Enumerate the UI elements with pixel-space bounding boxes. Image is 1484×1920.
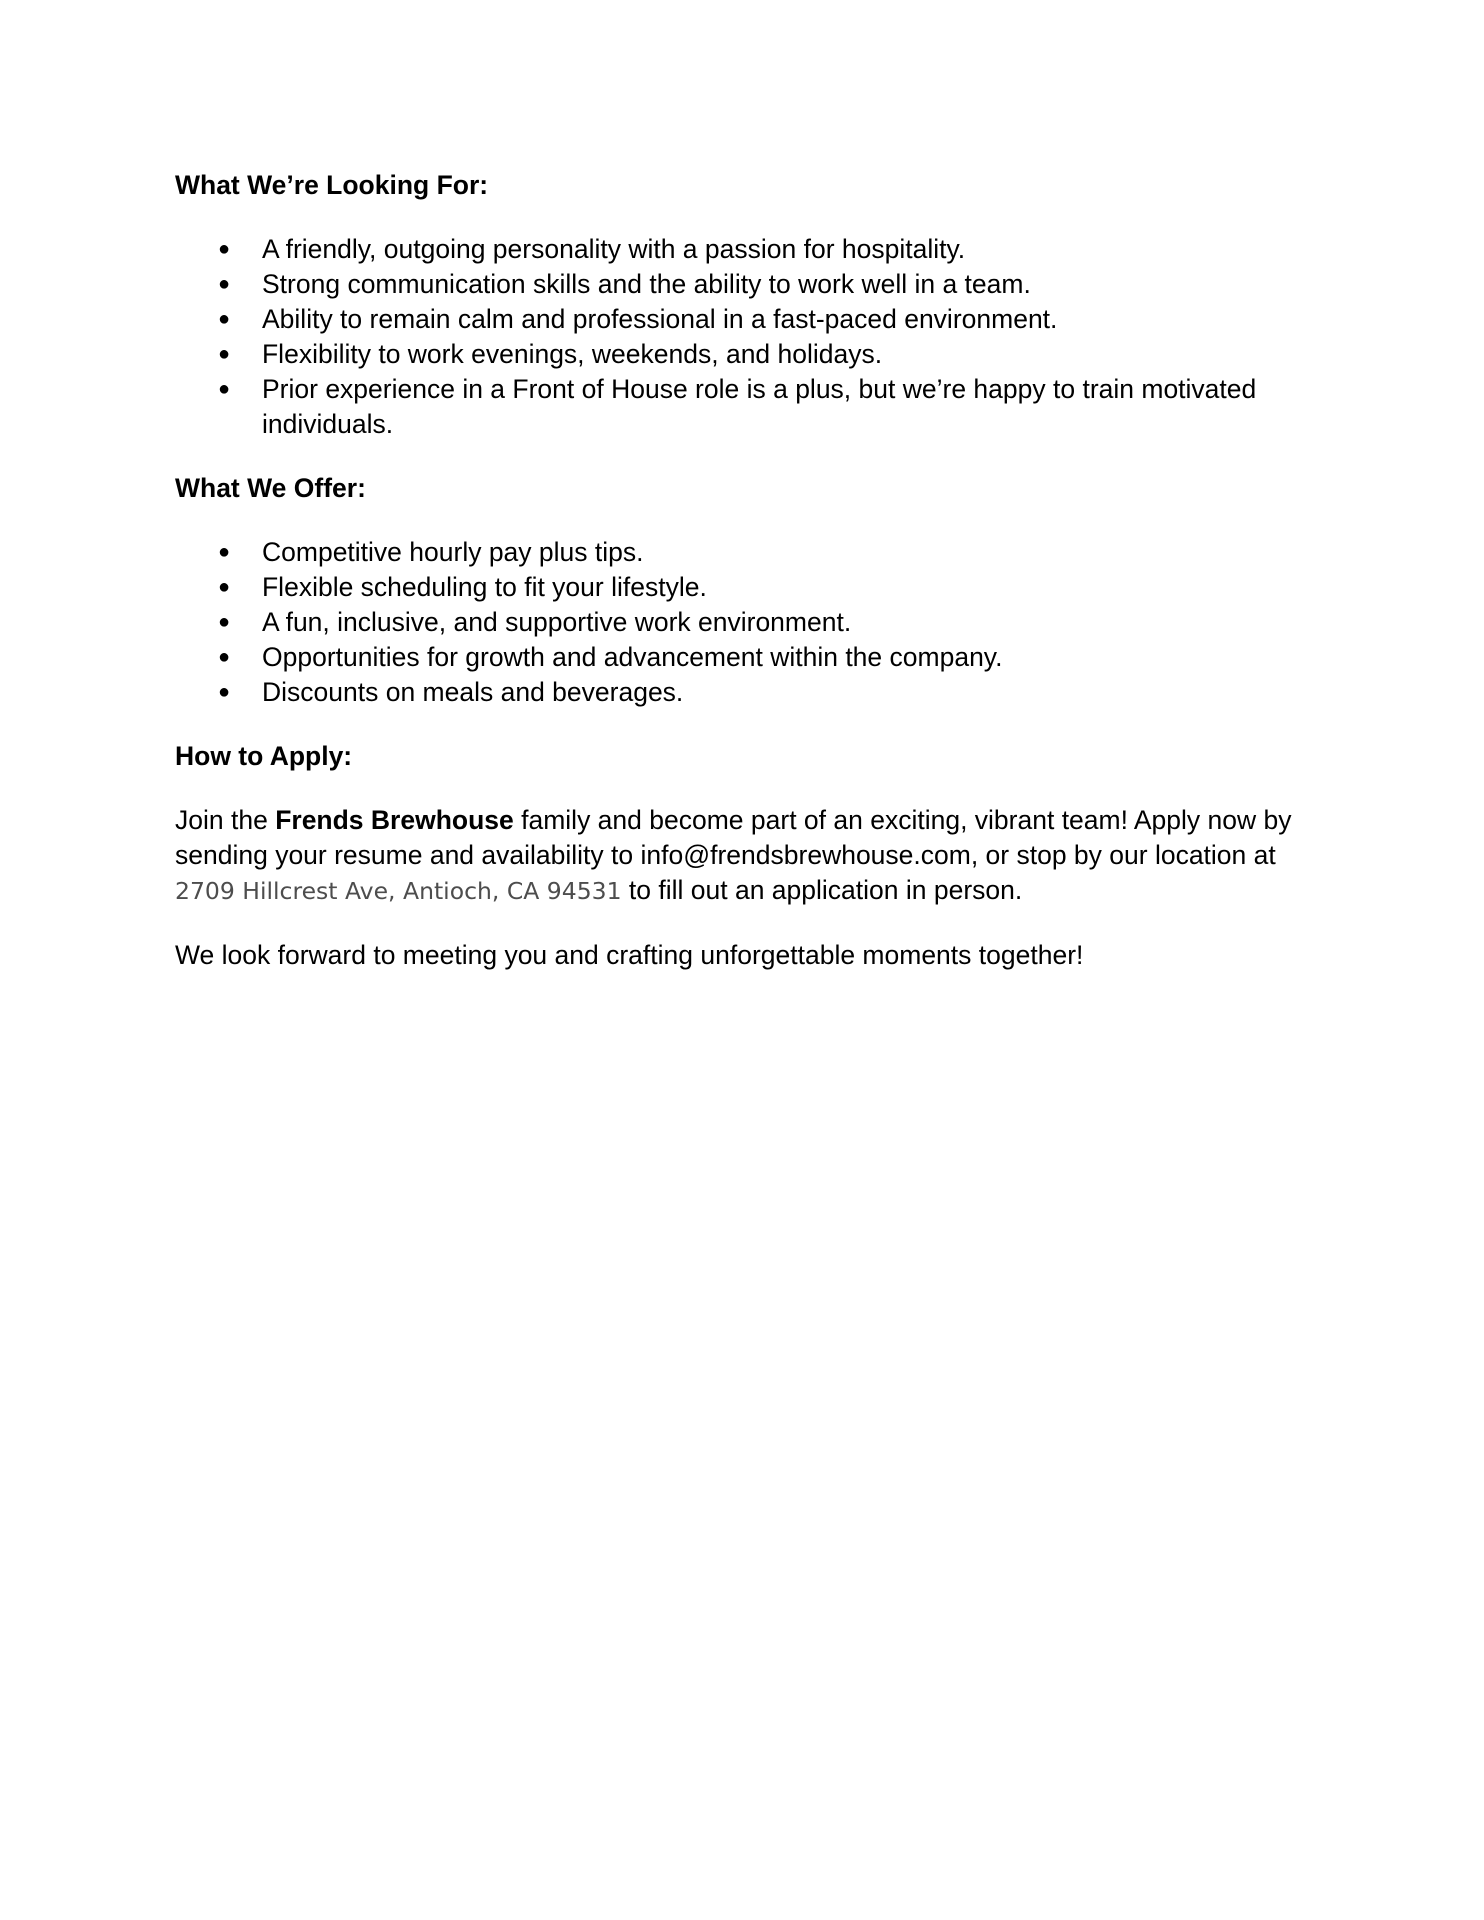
list-item: ● Strong communication skills and the ability to work well in a team. — [175, 267, 1325, 302]
bullet-icon: ● — [218, 238, 231, 260]
bullet-icon: ● — [218, 646, 231, 668]
looking-for-list — [175, 232, 1325, 442]
apply-text-end: to fill out an application in person. — [621, 875, 1023, 905]
apply-paragraph — [175, 803, 1325, 909]
list-item: ● A fun, inclusive, and supportive work environment. — [175, 605, 1325, 640]
bullet-icon: ● — [218, 611, 231, 633]
bullet-icon: ● — [218, 273, 231, 295]
bullet-icon: ● — [218, 681, 231, 703]
offer-list — [175, 535, 1325, 710]
bullet-icon: ● — [218, 308, 231, 330]
apply-text-intro: Join the — [175, 805, 276, 835]
bullet-icon: ● — [218, 343, 231, 365]
closing-paragraph: We look forward to meeting you and crafting unforgettable moments together! — [175, 940, 1084, 970]
location-address: 2709 Hillcrest Ave, Antioch, CA 94531 — [175, 877, 622, 905]
offer-heading: What We Offer: — [175, 473, 366, 503]
document-body — [175, 168, 1325, 1002]
list-item: ● Ability to remain calm and professional in a fast-paced environment. — [175, 302, 1325, 337]
list-item: ● A friendly, outgoing personality with a passion for hospitality. — [175, 232, 1325, 267]
list-item: ● Flexibility to work evenings, weekends, and holidays. — [175, 337, 1325, 372]
list-item: ● Competitive hourly pay plus tips. — [175, 535, 1325, 570]
list-item: ● Discounts on meals and beverages. — [175, 675, 1325, 710]
brand-name: Frends Brewhouse — [275, 805, 514, 835]
list-item: ● Opportunities for growth and advancement within the company. — [175, 640, 1325, 675]
looking-for-heading: What We’re Looking For: — [175, 170, 489, 200]
bullet-icon: ● — [218, 378, 231, 400]
list-item: ● Prior experience in a Front of House role is a plus, but we’re happy to train motivated individuals. — [218, 374, 1257, 439]
apply-heading: How to Apply: — [175, 741, 353, 771]
list-item: ● Flexible scheduling to fit your lifestyle. — [175, 570, 1325, 605]
apply-text-body: family and become part of an exciting, vibrant team! Apply now by sending your resume and availability to info@frendsbrewhouse.com, or stop by our location at — [175, 805, 1292, 870]
bullet-icon: ● — [218, 541, 231, 563]
bullet-icon: ● — [218, 576, 231, 598]
